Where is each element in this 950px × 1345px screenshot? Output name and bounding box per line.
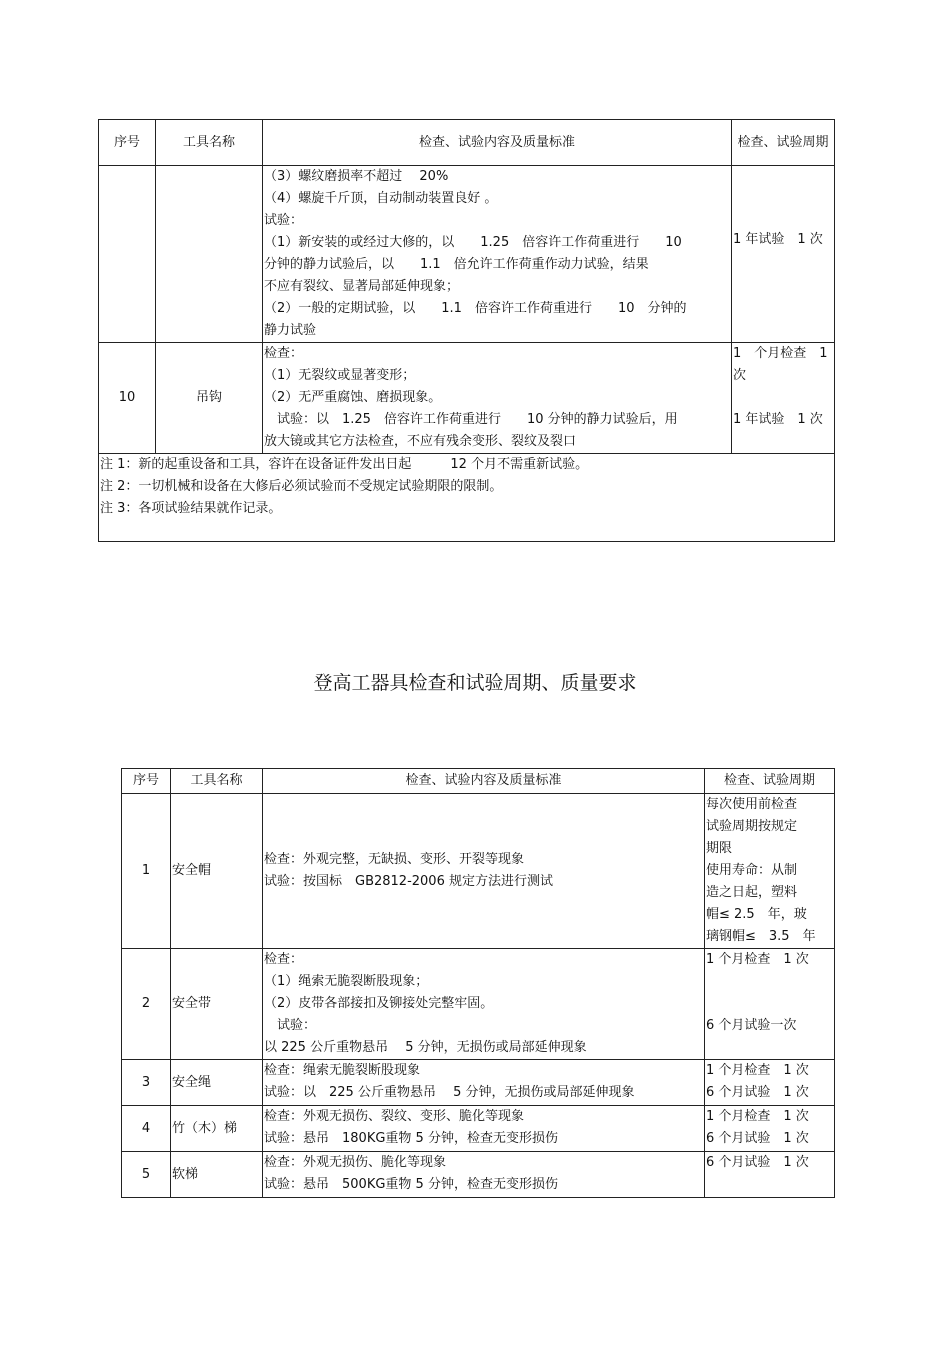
content-line: （1）绳索无脆裂断股现象； — [264, 974, 429, 989]
note-line: 注 1：新的起重设备和工具，容许在设备证件发出日起 12 个月不需重新试验。 — [100, 457, 589, 472]
content-line: 试验： — [264, 1018, 317, 1033]
cycle-line: 6 个月试验 1 次 — [706, 1085, 809, 1100]
row-name — [156, 166, 263, 343]
content-line: 试验： — [264, 213, 304, 228]
content-line: 检查：外观完整，无缺损、变形、开裂等现象 — [264, 852, 525, 867]
content-line: 静力试验 — [264, 323, 317, 338]
row-no: 1 — [122, 794, 171, 949]
row-no: 5 — [122, 1152, 171, 1198]
content-line: （1）无裂纹或显著变形； — [264, 368, 416, 383]
row-cycle — [705, 1060, 835, 1106]
table-row — [122, 1060, 835, 1106]
content-line: 试验：悬吊 180KG重物 5 分钟，检查无变形损伤 — [264, 1131, 558, 1146]
row-cycle — [705, 1106, 835, 1152]
header-cycle — [732, 120, 835, 166]
content-line: 检查： — [264, 952, 304, 967]
cycle-line: 1 年试验 1 次 — [733, 232, 823, 247]
row-name: 安全带 — [171, 949, 263, 1060]
cycle-line: 6 个月试验一次 — [706, 1018, 797, 1033]
cycle-line: 期限 — [706, 841, 733, 856]
notes-row — [99, 454, 835, 542]
notes-cell — [99, 454, 835, 542]
row-cycle — [732, 343, 835, 454]
row-no: 10 — [99, 343, 156, 454]
content-line: 试验：以 225 公斤重物悬吊 5 分钟，无损伤或局部延伸现象 — [264, 1085, 635, 1100]
header-content: 检查、试验内容及质量标准 — [263, 769, 705, 794]
content-line: （2）一般的定期试验，以 1.1 倍容许工作荷重进行 10 分钟的 — [264, 301, 687, 316]
note-line: 注 2：一切机械和设备在大修后必须试验而不受规定试验期限的限制。 — [100, 479, 503, 494]
content-line: 检查：绳索无脆裂断股现象 — [264, 1063, 421, 1078]
row-cycle — [705, 794, 835, 949]
row-no: 2 — [122, 949, 171, 1060]
content-line: （4）螺旋千斤顶，自动制动装置良好 。 — [264, 191, 498, 206]
content-line: （1）新安装的或经过大修的，以 1.25 倍容许工作荷重进行 10 — [264, 235, 682, 250]
table-row — [122, 949, 835, 1060]
cycle-line: 璃钢帽≤ 3.5 年 — [706, 929, 816, 944]
content-line: 不应有裂纹、显著局部延伸现象； — [264, 279, 460, 294]
header-tool-name: 工具名称 — [156, 120, 263, 166]
row-content — [263, 794, 705, 949]
table-row — [122, 1152, 835, 1198]
content-line: 放大镜或其它方法检查，不应有残余变形、裂纹及裂口 — [264, 434, 577, 449]
row-content — [263, 1152, 705, 1198]
lifting-tools-table — [98, 119, 835, 542]
cycle-line: 试验周期按规定 — [706, 819, 798, 834]
row-no: 3 — [122, 1060, 171, 1106]
cycle-line: 次 — [733, 368, 747, 383]
header-no: 序号 — [99, 120, 156, 166]
content-line: （2）皮带各部接扣及铆接处完整牢固。 — [264, 996, 494, 1011]
row-content — [263, 1106, 705, 1152]
header-cycle: 检查、试验周期 — [705, 769, 835, 794]
cycle-line: 帽≤ 2.5 年，玻 — [706, 907, 807, 922]
table-row — [122, 1106, 835, 1152]
cycle-line: 1 个月检查 1 — [733, 346, 828, 361]
cycle-line: 1 个月检查 1 次 — [706, 1063, 809, 1078]
row-name: 软梯 — [171, 1152, 263, 1198]
cycle-line: 6 个月试验 1 次 — [706, 1155, 809, 1170]
table-row — [99, 343, 835, 454]
section-title: 登高工器具检查和试验周期、质量要求 — [313, 672, 637, 694]
header-tool-name: 工具名称 — [171, 769, 263, 794]
cycle-line: 6 个月试验 1 次 — [706, 1131, 809, 1146]
cycle-line: 1 个月检查 1 次 — [706, 952, 809, 967]
content-line: （3）螺纹磨损率不超过 20% — [264, 169, 449, 184]
row-no: 4 — [122, 1106, 171, 1152]
content-line: 试验：以 1.25 倍容许工作荷重进行 10 分钟的静力试验后，用 — [264, 412, 678, 427]
cycle-line: 使用寿命：从制 — [706, 863, 798, 878]
content-line: （2）无严重腐蚀、磨损现象。 — [264, 390, 442, 405]
row-cycle — [732, 166, 835, 343]
row-name: 安全绳 — [171, 1060, 263, 1106]
note-line: 注 3：各项试验结果就作记录。 — [100, 501, 282, 516]
cycle-line: 每次使用前检查 — [706, 797, 798, 812]
content-line: 检查： — [264, 346, 304, 361]
content-line: 试验：悬吊 500KG重物 5 分钟，检查无变形损伤 — [264, 1177, 558, 1192]
row-name: 安全帽 — [171, 794, 263, 949]
table-header-row — [122, 769, 835, 794]
row-no — [99, 166, 156, 343]
row-content — [263, 166, 732, 343]
table-row — [99, 166, 835, 343]
header-cycle-text: 检查、试验周期 — [737, 135, 829, 150]
content-line: 检查：外观无损伤、脆化等现象 — [264, 1155, 447, 1170]
cycle-line: 1 个月检查 1 次 — [706, 1109, 809, 1124]
header-no: 序号 — [122, 769, 171, 794]
row-name: 吊钩 — [156, 343, 263, 454]
header-content: 检查、试验内容及质量标准 — [263, 120, 732, 166]
content-line: 试验：按国标 GB2812-2006 规定方法进行测试 — [264, 874, 553, 889]
content-line: 以 225 公斤重物悬吊 5 分钟，无损伤或局部延伸现象 — [264, 1040, 587, 1055]
content-line: 分钟的静力试验后，以 1.1 倍允许工作荷重作动力试验，结果 — [264, 257, 649, 272]
cycle-line: 造之日起，塑料 — [706, 885, 798, 900]
climbing-tools-table — [121, 768, 835, 1198]
table-row — [122, 794, 835, 949]
row-cycle — [705, 1152, 835, 1198]
row-content — [263, 1060, 705, 1106]
content-line: 检查：外观无损伤、裂纹、变形、脆化等现象 — [264, 1109, 525, 1124]
table-header-row — [99, 120, 835, 166]
cycle-line: 1 年试验 1 次 — [733, 412, 823, 427]
row-name: 竹（木）梯 — [171, 1106, 263, 1152]
row-content — [263, 949, 705, 1060]
row-cycle — [705, 949, 835, 1060]
row-content — [263, 343, 732, 454]
